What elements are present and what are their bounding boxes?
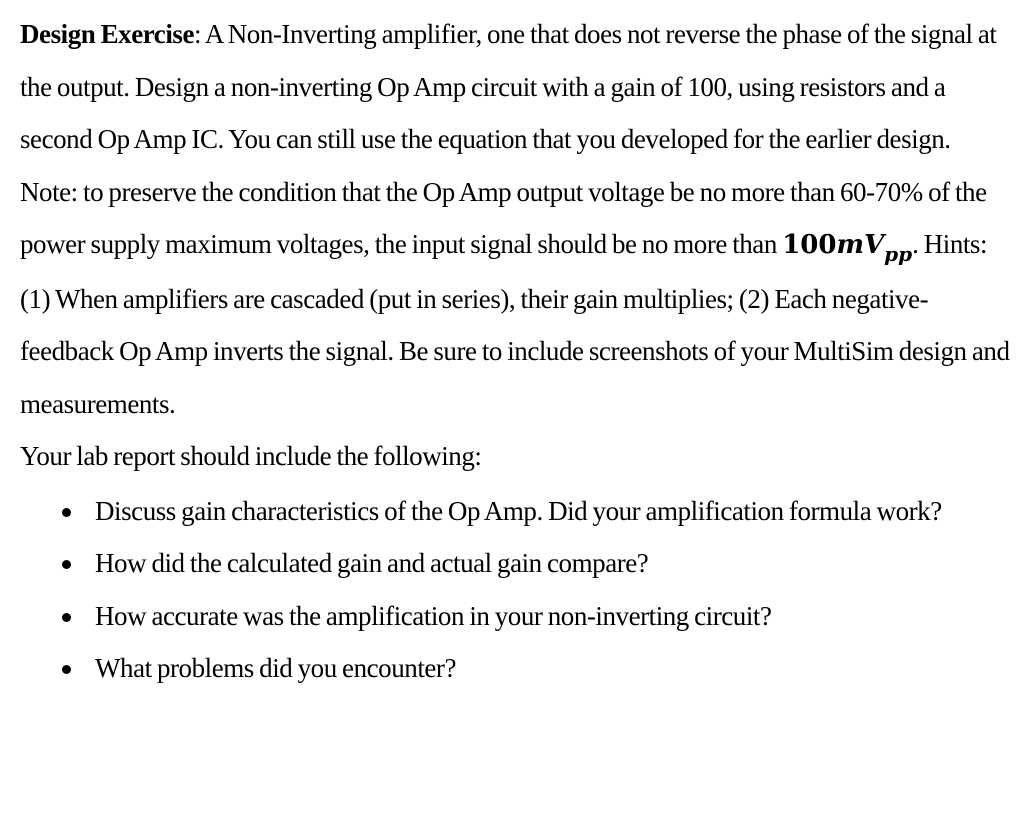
document xyxy=(20,8,1010,695)
bullet-icon xyxy=(62,665,71,674)
list-item xyxy=(20,642,1010,695)
note-text-after: . Hints: (1) When amplifiers are cascaded (put in series), their gain multiplies; (2) Each negative-feedback Op Amp inverts the signal. Be sure to include screenshots of your MultiSim design and measurements. xyxy=(20,229,1010,419)
note-paragraph xyxy=(20,166,1010,431)
design-exercise-heading: Design Exercise xyxy=(20,19,194,49)
list-item xyxy=(20,537,1010,590)
math-value: 100 xyxy=(782,230,837,260)
list-item-text: How accurate was the amplification in your non-inverting circuit? xyxy=(95,600,772,631)
note-text-before: Note: to preserve the condition that the Op Amp output voltage be no more than 60-70% of the power supply maximum voltages, the input signal should be no more than xyxy=(20,176,987,259)
list-item xyxy=(20,590,1010,643)
report-requirements-list xyxy=(20,485,1010,695)
list-item-text: What problems did you encounter? xyxy=(95,653,456,683)
math-unit: mV xyxy=(836,230,885,260)
bullet-icon xyxy=(62,613,71,622)
math-subscript: pp xyxy=(884,242,913,266)
design-exercise-text: A Non-Inverting amplifier, one that does not reverse the phase of the signal at the output. Design a non-inverting Op Amp circuit with a gain of 100, using resistors and a second Op Amp IC. You can still use the equation that you developed for the earlier design. xyxy=(20,19,997,154)
list-item-text: Discuss gain characteristics of the Op Amp. Did your amplification formula work? xyxy=(95,495,942,526)
heading-separator: : xyxy=(193,19,202,49)
list-item xyxy=(20,485,1010,538)
list-item-text: How did the calculated gain and actual gain compare? xyxy=(95,548,649,578)
report-intro: Your lab report should include the following: xyxy=(20,441,482,471)
bullet-icon xyxy=(62,508,71,517)
design-exercise-paragraph xyxy=(20,8,1010,166)
bullet-icon xyxy=(62,560,71,569)
